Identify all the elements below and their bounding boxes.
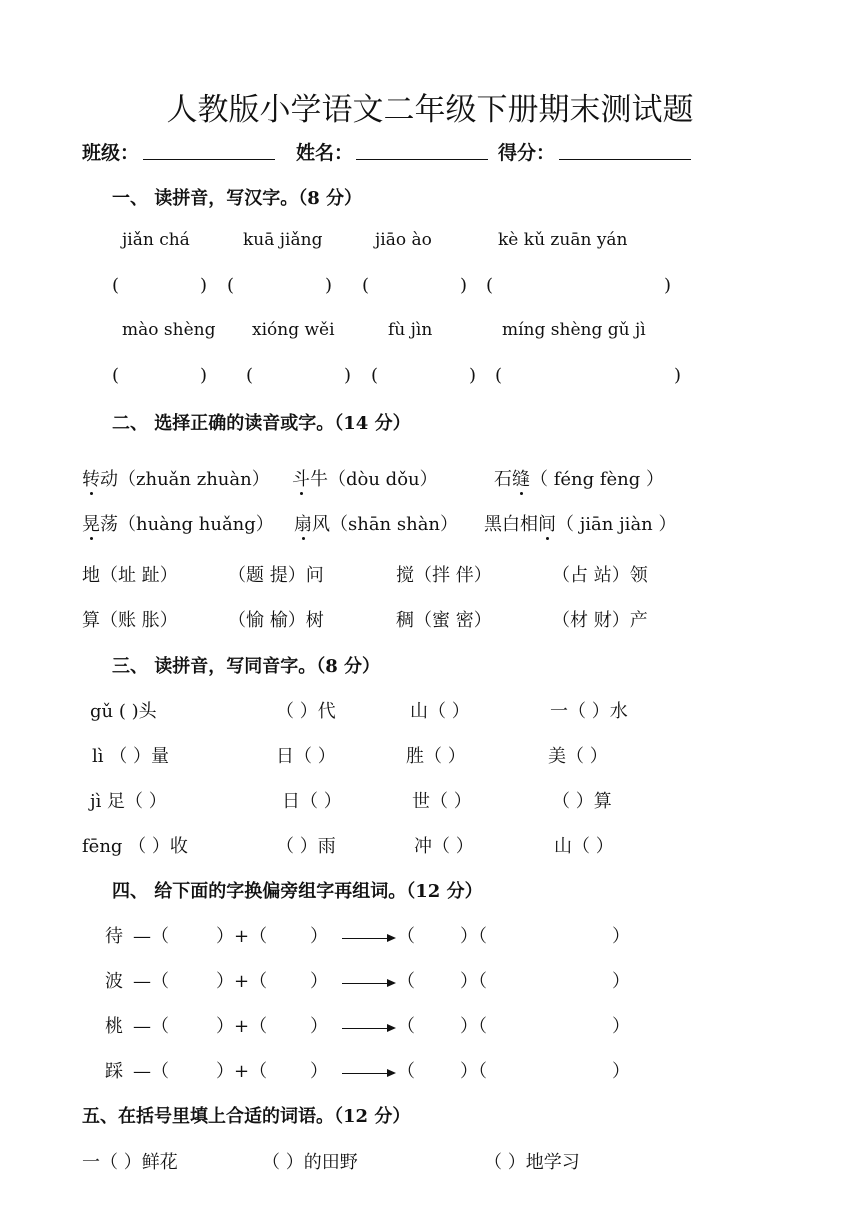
- fill-word-item: （ ）地学习: [484, 1152, 580, 1173]
- fill-word-item: 一（ ）鲜花: [82, 1152, 178, 1173]
- answer-paren: ): [344, 365, 352, 386]
- answer-paren: ）（: [460, 971, 487, 992]
- reading-choice-item: 斗牛（dòu dǒu）: [292, 469, 438, 490]
- section-4-heading: 四、 给下面的字换偏旁组字再组词。（12 分）: [112, 881, 483, 902]
- section-3-heading: 三、 读拼音，写同音字。（8 分）: [112, 656, 381, 677]
- radical-plus: ）+（: [216, 971, 268, 992]
- char-choice-item: 算（账 胀）: [82, 610, 178, 631]
- char-choice-item: （愉 榆）树: [228, 610, 324, 631]
- answer-paren: ): [460, 275, 468, 296]
- radical-dash: —（: [133, 926, 169, 947]
- homophone-item: 胜（ ）: [406, 746, 466, 767]
- homophone-item: 山（ ）: [554, 836, 614, 857]
- char-choice-item: （占 站）领: [552, 565, 648, 586]
- section-1-heading: 一、 读拼音，写汉字。（8 分）: [112, 188, 363, 209]
- homophone-item: 山（ ）: [410, 701, 470, 722]
- answer-paren: ): [469, 365, 477, 386]
- radical-dash: —（: [133, 1016, 169, 1037]
- answer-paren: ): [200, 275, 208, 296]
- section-5-heading: 五、在括号里填上合适的词语。（12 分）: [82, 1106, 411, 1127]
- homophone-item: 世（ ）: [412, 791, 472, 812]
- reading-choice-item: 晃荡（huàng huǎng）: [82, 514, 274, 535]
- answer-paren: (: [486, 275, 494, 296]
- homophone-item: jì 足（ ）: [90, 791, 167, 812]
- radical-char: 踩: [105, 1061, 123, 1082]
- reading-choice-item: 石缝（ féng fèng ）: [494, 469, 665, 490]
- score-blank[interactable]: [559, 159, 691, 160]
- pinyin-item: míng shèng gǔ jì: [502, 320, 646, 340]
- answer-paren: ): [325, 275, 333, 296]
- homophone-item: 日（ ）: [276, 746, 336, 767]
- arrow-icon: [342, 983, 394, 984]
- radical-char: 待: [105, 926, 123, 947]
- answer-paren: （: [397, 1016, 415, 1037]
- homophone-item: （ ）雨: [276, 836, 336, 857]
- homophone-item: 一（ ）水: [550, 701, 628, 722]
- char-choice-item: 地（址 趾）: [82, 565, 178, 586]
- radical-dash: —（: [133, 971, 169, 992]
- class-blank[interactable]: [143, 159, 275, 160]
- answer-paren: ）（: [460, 926, 487, 947]
- answer-paren: ）: [612, 1016, 630, 1037]
- radical-plus: ）+（: [216, 1016, 268, 1037]
- answer-paren: (: [227, 275, 235, 296]
- homophone-item: 美（ ）: [548, 746, 608, 767]
- answer-paren: ): [200, 365, 208, 386]
- answer-paren: (: [495, 365, 503, 386]
- answer-paren: (: [112, 365, 120, 386]
- radical-close: ）: [310, 1016, 328, 1037]
- answer-paren: （: [397, 1061, 415, 1082]
- reading-choice-item: 扇风（shān shàn）: [294, 514, 459, 535]
- answer-paren: ): [674, 365, 682, 386]
- answer-paren: ）（: [460, 1061, 487, 1082]
- char-choice-item: （题 提）问: [228, 565, 324, 586]
- answer-paren: （: [397, 971, 415, 992]
- answer-paren: (: [371, 365, 379, 386]
- homophone-item: lì （ ）量: [92, 746, 169, 767]
- reading-choice-item: 转动（zhuǎn zhuàn）: [82, 469, 270, 490]
- class-label: 班级：: [82, 142, 140, 164]
- answer-paren: (: [246, 365, 254, 386]
- answer-paren: ）: [612, 1061, 630, 1082]
- answer-paren: (: [112, 275, 120, 296]
- radical-plus: ）+（: [216, 1061, 268, 1082]
- answer-paren: ）: [612, 971, 630, 992]
- homophone-item: 冲（ ）: [414, 836, 474, 857]
- radical-plus: ）+（: [216, 926, 268, 947]
- radical-char: 波: [105, 971, 123, 992]
- pinyin-item: mào shèng: [122, 320, 216, 340]
- pinyin-item: kè kǔ zuān yán: [498, 230, 628, 250]
- section-2-heading: 二、 选择正确的读音或字。（14 分）: [112, 413, 411, 434]
- pinyin-item: jiāo ào: [375, 230, 432, 250]
- arrow-icon: [342, 1028, 394, 1029]
- answer-paren: ）: [612, 926, 630, 947]
- pinyin-item: fù jìn: [388, 320, 433, 340]
- radical-close: ）: [310, 1061, 328, 1082]
- radical-dash: —（: [133, 1061, 169, 1082]
- arrow-icon: [342, 938, 394, 939]
- homophone-item: （ ）代: [276, 701, 336, 722]
- score-label: 得分：: [498, 142, 556, 164]
- answer-paren: （: [397, 926, 415, 947]
- radical-char: 桃: [105, 1016, 123, 1037]
- homophone-item: gǔ ( )头: [90, 701, 157, 722]
- radical-close: ）: [310, 926, 328, 947]
- char-choice-item: 搅（拌 伴）: [396, 565, 492, 586]
- page-title: 人教版小学语文二年级下册期末测试题: [166, 92, 694, 128]
- arrow-icon: [342, 1073, 394, 1074]
- answer-paren: (: [362, 275, 370, 296]
- pinyin-item: kuā jiǎng: [243, 230, 323, 250]
- name-blank[interactable]: [356, 159, 488, 160]
- pinyin-item: jiǎn chá: [122, 230, 190, 250]
- homophone-item: （ ）算: [552, 791, 612, 812]
- answer-paren: ）（: [460, 1016, 487, 1037]
- char-choice-item: 稠（蜜 密）: [396, 610, 492, 631]
- homophone-item: 日（ ）: [282, 791, 342, 812]
- name-label: 姓名：: [296, 142, 354, 164]
- answer-paren: ): [664, 275, 672, 296]
- pinyin-item: xióng wěi: [252, 320, 335, 340]
- fill-word-item: （ ）的田野: [262, 1152, 358, 1173]
- char-choice-item: （材 财）产: [552, 610, 648, 631]
- homophone-item: fēng （ ）收: [82, 836, 188, 857]
- radical-close: ）: [310, 971, 328, 992]
- reading-choice-item: 黑白相间（ jiān jiàn ）: [484, 514, 677, 535]
